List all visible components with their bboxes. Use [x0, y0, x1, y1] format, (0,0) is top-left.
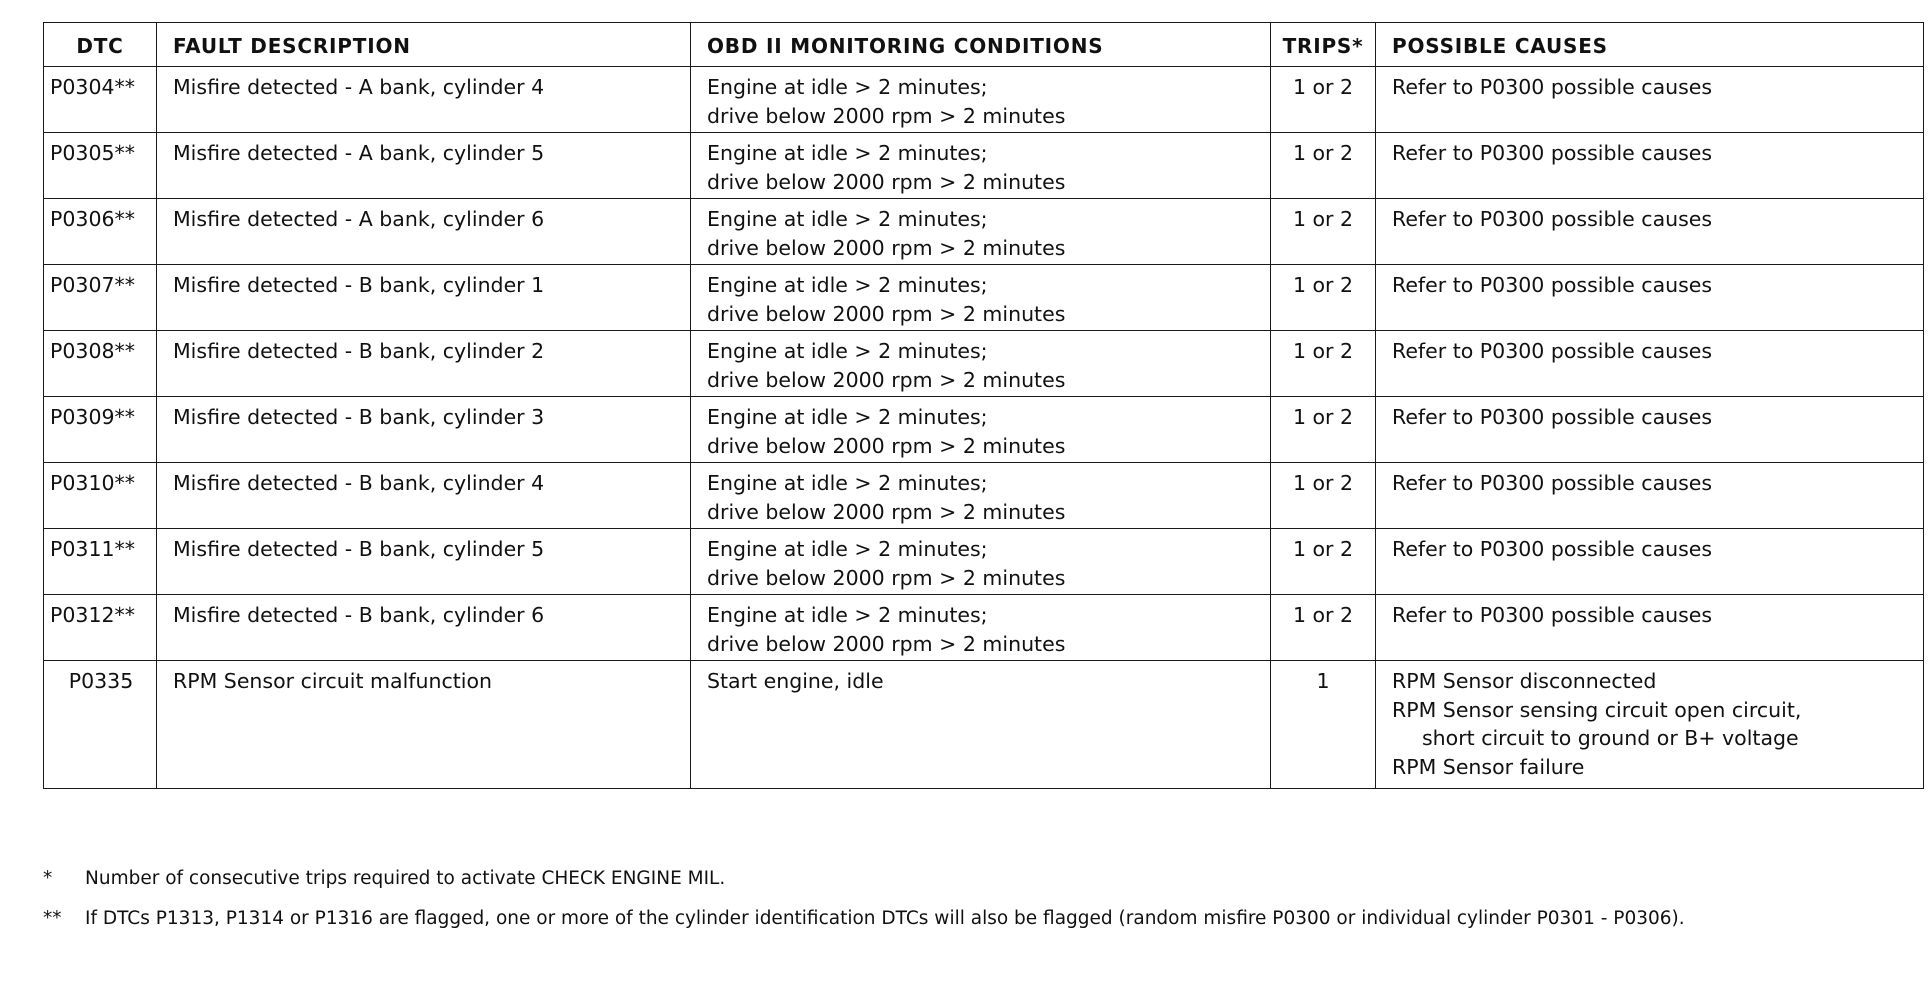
monitoring-line: Start engine, idle: [707, 669, 884, 693]
monitoring-conditions-cell: [691, 397, 1271, 463]
fault-description-cell: Misfire detected - B bank, cylinder 1: [157, 265, 691, 331]
possible-causes-cell: [1376, 133, 1924, 199]
fault-description-cell: Misfire detected - B bank, cylinder 3: [157, 397, 691, 463]
possible-cause-line: Refer to P0300 possible causes: [1392, 405, 1713, 429]
table-row: [44, 133, 1924, 199]
table-row: [44, 67, 1924, 133]
monitoring-conditions-cell: [691, 199, 1271, 265]
monitoring-line: drive below 2000 rpm > 2 minutes: [707, 565, 1066, 590]
table-row: [44, 331, 1924, 397]
dtc-code-cell: P0308**: [44, 331, 157, 397]
table-row: [44, 463, 1924, 529]
dtc-code-cell: P0335: [44, 661, 157, 789]
monitoring-conditions-cell: [691, 595, 1271, 661]
table-row: [44, 595, 1924, 661]
footnote-mark: *: [43, 868, 53, 889]
table-header-row: [44, 23, 1924, 67]
table-row: [44, 199, 1924, 265]
fault-description-cell: Misfire detected - A bank, cylinder 6: [157, 199, 691, 265]
footnote-text: Number of consecutive trips required to activate CHECK ENGINE MIL.: [85, 868, 726, 889]
trips-cell: 1 or 2: [1271, 529, 1376, 595]
possible-causes-cell: [1376, 595, 1924, 661]
header-fault-description: FAULT DESCRIPTION: [157, 23, 691, 67]
header-dtc: DTC: [44, 23, 157, 67]
trips-cell: 1 or 2: [1271, 133, 1376, 199]
dtc-code-cell: P0306**: [44, 199, 157, 265]
trips-cell: 1 or 2: [1271, 331, 1376, 397]
header-possible-causes: POSSIBLE CAUSES: [1376, 23, 1924, 67]
header-trips: TRIPS*: [1271, 23, 1376, 67]
possible-cause-line: Refer to P0300 possible causes: [1392, 75, 1713, 99]
trips-cell: 1 or 2: [1271, 463, 1376, 529]
dtc-code-cell: P0309**: [44, 397, 157, 463]
monitoring-line: Engine at idle > 2 minutes;: [707, 471, 988, 495]
possible-causes-cell: [1376, 463, 1924, 529]
monitoring-conditions-cell: [691, 331, 1271, 397]
fault-description-cell: Misfire detected - B bank, cylinder 4: [157, 463, 691, 529]
fault-description-cell: RPM Sensor circuit malfunction: [157, 661, 691, 789]
possible-cause-line: RPM Sensor sensing circuit open circuit,: [1392, 697, 1802, 722]
possible-cause-line: Refer to P0300 possible causes: [1392, 603, 1713, 627]
monitoring-line: Engine at idle > 2 minutes;: [707, 603, 988, 627]
dtc-code-cell: P0311**: [44, 529, 157, 595]
fault-description-cell: Misfire detected - B bank, cylinder 5: [157, 529, 691, 595]
trips-cell: 1: [1271, 661, 1376, 789]
monitoring-line: drive below 2000 rpm > 2 minutes: [707, 499, 1066, 524]
dtc-code-cell: P0310**: [44, 463, 157, 529]
dtc-code-cell: P0312**: [44, 595, 157, 661]
fault-description-cell: Misfire detected - A bank, cylinder 5: [157, 133, 691, 199]
monitoring-line: drive below 2000 rpm > 2 minutes: [707, 235, 1066, 260]
possible-causes-cell: [1376, 265, 1924, 331]
monitoring-conditions-cell: [691, 265, 1271, 331]
table-row: [44, 265, 1924, 331]
trips-cell: 1 or 2: [1271, 199, 1376, 265]
footnote-trips: [43, 868, 725, 889]
possible-causes-cell: [1376, 67, 1924, 133]
monitoring-line: Engine at idle > 2 minutes;: [707, 537, 988, 561]
monitoring-line: drive below 2000 rpm > 2 minutes: [707, 169, 1066, 194]
table-body: [44, 67, 1924, 789]
monitoring-conditions-cell: [691, 661, 1271, 789]
monitoring-line: drive below 2000 rpm > 2 minutes: [707, 103, 1066, 128]
fault-description-cell: Misfire detected - B bank, cylinder 6: [157, 595, 691, 661]
monitoring-line: Engine at idle > 2 minutes;: [707, 405, 988, 429]
monitoring-line: drive below 2000 rpm > 2 minutes: [707, 301, 1066, 326]
possible-cause-line: Refer to P0300 possible causes: [1392, 537, 1713, 561]
dtc-code-cell: P0305**: [44, 133, 157, 199]
table-row: [44, 529, 1924, 595]
monitoring-line: Engine at idle > 2 minutes;: [707, 207, 988, 231]
monitoring-line: Engine at idle > 2 minutes;: [707, 339, 988, 363]
possible-causes-cell: [1376, 331, 1924, 397]
monitoring-conditions-cell: [691, 133, 1271, 199]
monitoring-conditions-cell: [691, 67, 1271, 133]
dtc-code-cell: P0307**: [44, 265, 157, 331]
monitoring-line: Engine at idle > 2 minutes;: [707, 273, 988, 297]
trips-cell: 1 or 2: [1271, 595, 1376, 661]
footnote-text: If DTCs P1313, P1314 or P1316 are flagged, one or more of the cylinder identification DTCs will also be flagged (random misfire P0300 or individual cylinder P0301 - P0306).: [85, 908, 1685, 929]
trips-cell: 1 or 2: [1271, 265, 1376, 331]
fault-description-cell: Misfire detected - B bank, cylinder 2: [157, 331, 691, 397]
possible-causes-cell: [1376, 199, 1924, 265]
trips-cell: 1 or 2: [1271, 67, 1376, 133]
possible-causes-cell: [1376, 661, 1924, 789]
possible-cause-line: Refer to P0300 possible causes: [1392, 141, 1713, 165]
dtc-code-cell: P0304**: [44, 67, 157, 133]
footnote-dtc-flags: [43, 908, 1685, 929]
table-row: [44, 661, 1924, 789]
table-row: [44, 397, 1924, 463]
possible-cause-line: RPM Sensor disconnected: [1392, 669, 1657, 693]
monitoring-line: drive below 2000 rpm > 2 minutes: [707, 631, 1066, 656]
possible-cause-line: RPM Sensor failure: [1392, 754, 1585, 779]
possible-cause-line: Refer to P0300 possible causes: [1392, 273, 1713, 297]
monitoring-line: drive below 2000 rpm > 2 minutes: [707, 367, 1066, 392]
possible-causes-cell: [1376, 529, 1924, 595]
possible-cause-line: short circuit to ground or B+ voltage: [1422, 726, 1799, 750]
footnote-mark: **: [43, 908, 62, 929]
dtc-table: [43, 22, 1924, 789]
header-monitoring-conditions: OBD II MONITORING CONDITIONS: [691, 23, 1271, 67]
monitoring-conditions-cell: [691, 463, 1271, 529]
possible-causes-cell: [1376, 397, 1924, 463]
monitoring-line: Engine at idle > 2 minutes;: [707, 75, 988, 99]
monitoring-line: drive below 2000 rpm > 2 minutes: [707, 433, 1066, 458]
possible-cause-line: Refer to P0300 possible causes: [1392, 207, 1713, 231]
possible-cause-line: Refer to P0300 possible causes: [1392, 471, 1713, 495]
possible-cause-line: Refer to P0300 possible causes: [1392, 339, 1713, 363]
monitoring-conditions-cell: [691, 529, 1271, 595]
trips-cell: 1 or 2: [1271, 397, 1376, 463]
monitoring-line: Engine at idle > 2 minutes;: [707, 141, 988, 165]
fault-description-cell: Misfire detected - A bank, cylinder 4: [157, 67, 691, 133]
